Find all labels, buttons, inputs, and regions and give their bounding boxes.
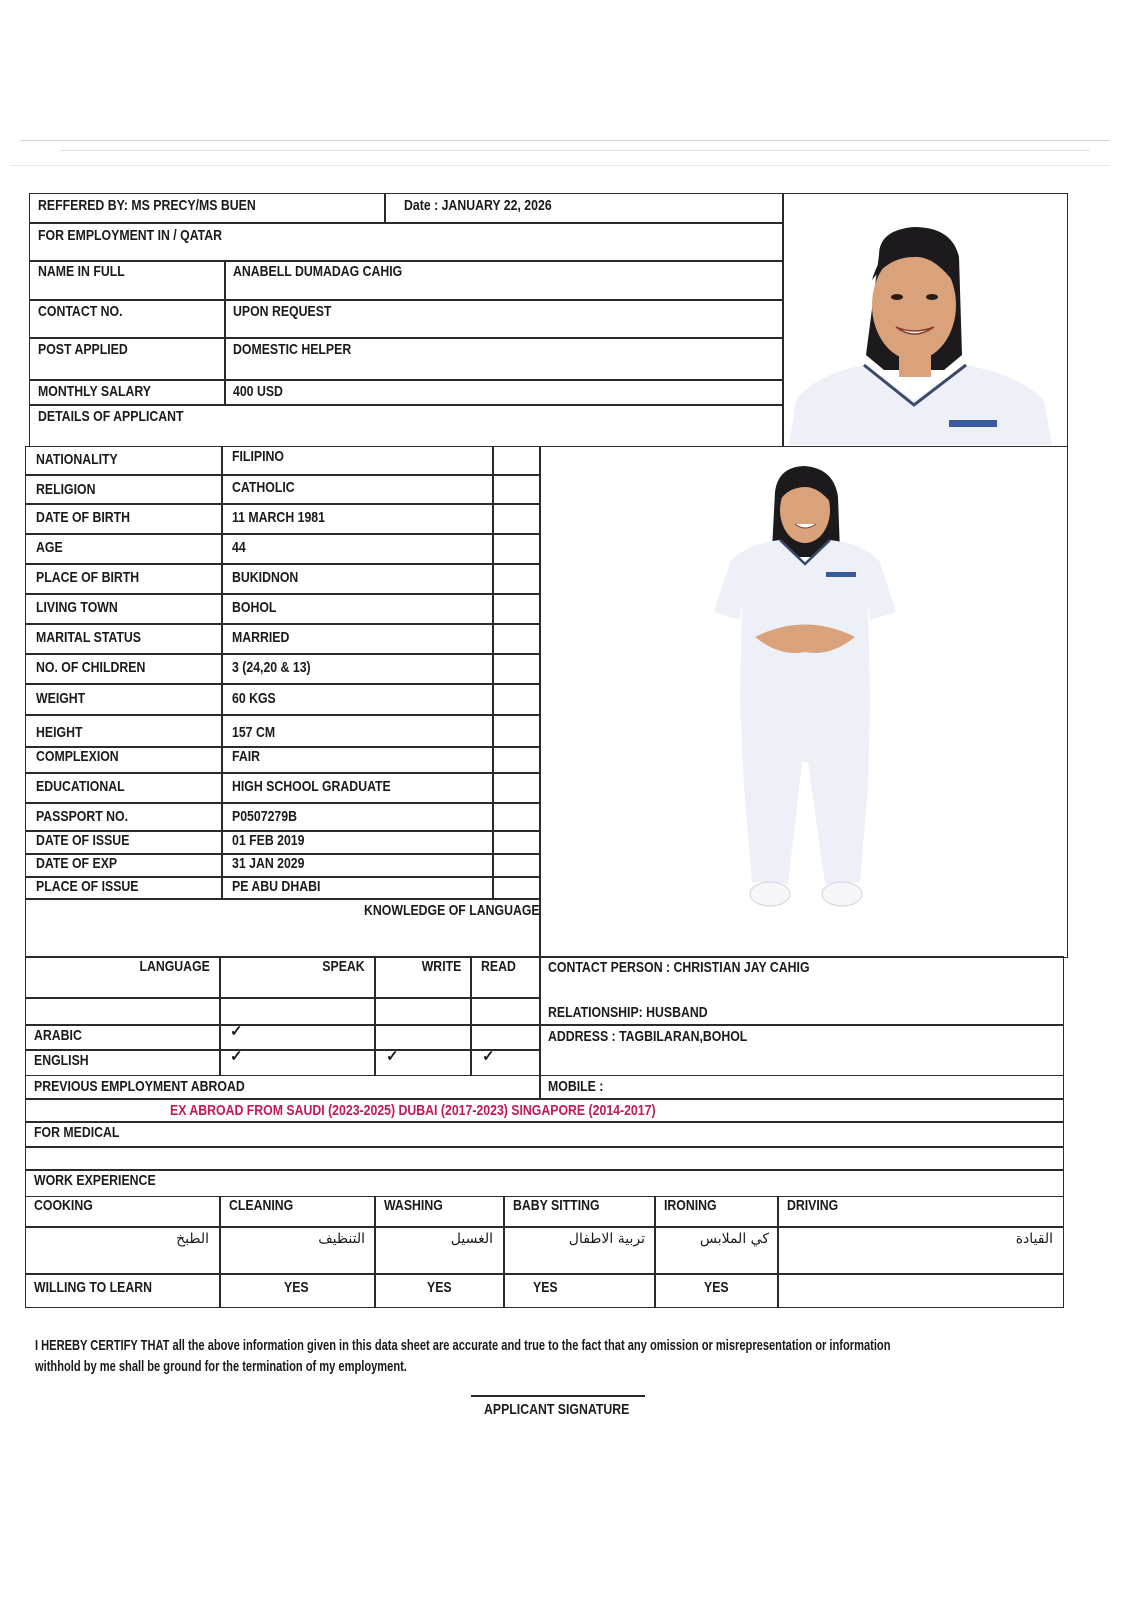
row-divider <box>25 802 540 804</box>
mobile: MOBILE : <box>548 1078 604 1095</box>
skill-cooking: COOKING <box>34 1197 93 1214</box>
detail-label: WEIGHT <box>36 690 86 707</box>
detail-label: PLACE OF ISSUE <box>36 878 139 895</box>
detail-label: RELIGION <box>36 481 96 498</box>
row-divider <box>25 563 540 565</box>
name-value: ANABELL DUMADAG CAHIG <box>233 263 403 280</box>
detail-label: DATE OF EXP <box>36 855 118 872</box>
skill-washing: WASHING <box>384 1197 443 1214</box>
skill-baby-sitting: BABY SITTING <box>513 1197 600 1214</box>
detail-value: FAIR <box>232 748 261 765</box>
row-divider <box>25 772 540 774</box>
detail-value: P0507279B <box>232 808 297 825</box>
detail-value: 11 MARCH 1981 <box>232 509 325 526</box>
detail-label: LIVING TOWN <box>36 599 118 616</box>
detail-value: HIGH SCHOOL GRADUATE <box>232 778 391 795</box>
arabic-washing: الغسيل <box>450 1231 493 1247</box>
arabic-cooking: الطبخ <box>176 1231 209 1247</box>
detail-value: FILIPINO <box>232 448 284 465</box>
detail-value: MARRIED <box>232 629 290 646</box>
work-heading: WORK EXPERIENCE <box>34 1172 156 1189</box>
willing-washing: YES <box>427 1279 452 1296</box>
arabic-cleaning: التنظيف <box>318 1231 365 1247</box>
employment-destination: FOR EMPLOYMENT IN / QATAR <box>38 227 223 244</box>
row-divider <box>25 533 540 535</box>
post-label: POST APPLIED <box>38 341 128 358</box>
detail-value: 44 <box>232 539 246 556</box>
salary-value: 400 USD <box>233 383 283 400</box>
signature-line <box>471 1395 645 1397</box>
detail-label: PASSPORT NO. <box>36 808 129 825</box>
contact-label: CONTACT NO. <box>38 303 123 320</box>
detail-label: MARITAL STATUS <box>36 629 141 646</box>
detail-value: BUKIDNON <box>232 569 299 586</box>
col-language: LANGUAGE <box>139 958 210 975</box>
detail-value: CATHOLIC <box>232 479 295 496</box>
contact-value: UPON REQUEST <box>233 303 332 320</box>
certification-line2: withhold by me shall be ground for the termination of my employment. <box>35 1358 407 1375</box>
previous-employment-label: PREVIOUS EMPLOYMENT ABROAD <box>34 1078 245 1095</box>
detail-value: 31 JAN 2029 <box>232 855 305 872</box>
post-value: DOMESTIC HELPER <box>233 341 352 358</box>
col-read: READ <box>481 958 516 975</box>
relationship: RELATIONSHIP: HUSBAND <box>548 1004 708 1021</box>
details-heading: DETAILS OF APPLICANT <box>38 408 184 425</box>
portrait-photo <box>784 195 1066 445</box>
address: ADDRESS : TAGBILARAN,BOHOL <box>548 1028 748 1045</box>
english-write-check: ✓ <box>386 1048 399 1065</box>
row-divider <box>25 503 540 505</box>
english-read-check: ✓ <box>482 1048 495 1065</box>
willing-cleaning: YES <box>284 1279 309 1296</box>
row-divider <box>25 653 540 655</box>
detail-label: COMPLEXION <box>36 748 119 765</box>
arabic-baby-sitting: تربية الاطفال <box>568 1231 645 1247</box>
skill-cleaning: CLEANING <box>229 1197 294 1214</box>
previous-employment-text: EX ABROAD FROM SAUDI (2023-2025) DUBAI (2017-2023) SINGAPORE (2014-2017) <box>170 1102 656 1119</box>
language-heading: KNOWLEDGE OF LANGUAGE <box>364 902 540 919</box>
referred-by: REFFERED BY: MS PRECY/MS BUEN <box>38 197 256 214</box>
contact-person: CONTACT PERSON : CHRISTIAN JAY CAHIG <box>548 959 810 976</box>
arabic-driving: القيادة <box>1015 1231 1053 1247</box>
row-divider <box>25 714 540 716</box>
detail-label: NATIONALITY <box>36 451 118 468</box>
detail-value: BOHOL <box>232 599 277 616</box>
detail-label: DATE OF BIRTH <box>36 509 131 526</box>
row-divider <box>25 593 540 595</box>
detail-label: EDUCATIONAL <box>36 778 125 795</box>
detail-label: DATE OF ISSUE <box>36 832 130 849</box>
detail-label: HEIGHT <box>36 724 83 741</box>
date-field: Date : JANUARY 22, 2026 <box>404 197 552 214</box>
willing-baby-sitting: YES <box>533 1279 558 1296</box>
skill-ironing: IRONING <box>664 1197 717 1214</box>
medical-label: FOR MEDICAL <box>34 1124 120 1141</box>
willing-ironing: YES <box>704 1279 729 1296</box>
language-name: ENGLISH <box>34 1052 89 1069</box>
signature-label: APPLICANT SIGNATURE <box>484 1401 630 1418</box>
skill-driving: DRIVING <box>787 1197 839 1214</box>
detail-label: PLACE OF BIRTH <box>36 569 140 586</box>
full-body-photo <box>700 462 920 922</box>
language-name: ARABIC <box>34 1027 82 1044</box>
certification-line1: I HEREBY CERTIFY THAT all the above information given in this data sheet are accurate and true to the fact that any omission or misrepresentation or information <box>35 1337 891 1354</box>
willing-label: WILLING TO LEARN <box>34 1279 152 1296</box>
arabic-speak-check: ✓ <box>230 1023 243 1040</box>
detail-value: PE ABU DHABI <box>232 878 321 895</box>
salary-label: MONTHLY SALARY <box>38 383 151 400</box>
detail-value: 01 FEB 2019 <box>232 832 305 849</box>
row-divider <box>25 474 540 476</box>
detail-value: 3 (24,20 & 13) <box>232 659 311 676</box>
col-write: WRITE <box>421 958 461 975</box>
row-divider <box>25 898 540 900</box>
row-divider <box>25 683 540 685</box>
row-divider <box>25 623 540 625</box>
detail-label: NO. OF CHILDREN <box>36 659 146 676</box>
arabic-ironing: كي الملابس <box>699 1231 769 1247</box>
detail-label: AGE <box>36 539 63 556</box>
detail-value: 60 KGS <box>232 690 276 707</box>
name-label: NAME IN FULL <box>38 263 125 280</box>
col-speak: SPEAK <box>322 958 365 975</box>
detail-value: 157 CM <box>232 724 276 741</box>
english-speak-check: ✓ <box>230 1048 243 1065</box>
